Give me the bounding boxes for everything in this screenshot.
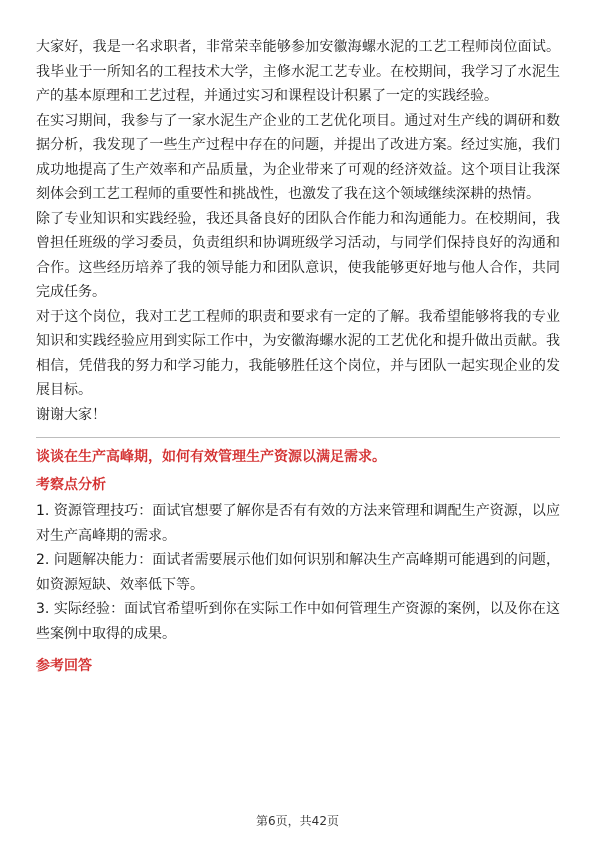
analysis-heading: 考察点分析 bbox=[36, 477, 106, 493]
page-content bbox=[36, 35, 560, 678]
section-divider bbox=[36, 437, 560, 438]
intro-paragraph-4: 对于这个岗位，我对工艺工程师的职责和要求有一定的了解。我希望能够将我的专业知识和实践经验应用到实际工作中，为安徽海螺水泥的工艺优化和提升做出贡献。我相信，凭借我的努力和学习能力，我能够胜任这个岗位，并与团队一起实现企业的发展目标。 bbox=[36, 308, 560, 398]
page-footer: 第6页，共42页 bbox=[256, 814, 339, 828]
reference-answer-heading: 参考回答 bbox=[36, 658, 92, 674]
closing-line: 谢谢大家！ bbox=[36, 406, 106, 423]
analysis-point-1: 1. 资源管理技巧：面试官想要了解你是否有有效的方法来管理和调配生产资源，以应对生产高峰期的需求。 bbox=[36, 503, 560, 544]
analysis-point-2: 2. 问题解决能力：面试者需要展示他们如何识别和解决生产高峰期可能遇到的问题，如资源短缺、效率低下等。 bbox=[36, 552, 560, 593]
intro-paragraph-1: 大家好，我是一名求职者，非常荣幸能够参加安徽海螺水泥的工艺工程师岗位面试。我毕业于一所知名的工程技术大学，主修水泥工艺专业。在校期间，我学习了水泥生产的基本原理和工艺过程，并通过实习和课程设计积累了一定的实践经验。 bbox=[36, 39, 560, 104]
analysis-point-3: 3. 实际经验：面试官希望听到你在实际工作中如何管理生产资源的案例，以及你在这些案例中取得的成果。 bbox=[36, 601, 560, 642]
intro-paragraph-2: 在实习期间，我参与了一家水泥生产企业的工艺优化项目。通过对生产线的调研和数据分析，我发现了一些生产过程中存在的问题，并提出了改进方案。经过实施，我们成功地提高了生产效率和产品质量，为企业带来了可观的经济效益。这个项目让我深刻体会到工艺工程师的重要性和挑战性，也激发了我在这个领域继续深耕的热情。 bbox=[36, 112, 560, 202]
intro-paragraph-3: 除了专业知识和实践经验，我还具备良好的团队合作能力和沟通能力。在校期间，我曾担任班级的学习委员，负责组织和协调班级学习活动，与同学们保持良好的沟通和合作。这些经历培养了我的领导能力和团队意识，使我能够更好地与他人合作，共同完成任务。 bbox=[36, 210, 560, 300]
interview-question: 谈谈在生产高峰期，如何有效管理生产资源以满足需求。 bbox=[36, 449, 386, 465]
